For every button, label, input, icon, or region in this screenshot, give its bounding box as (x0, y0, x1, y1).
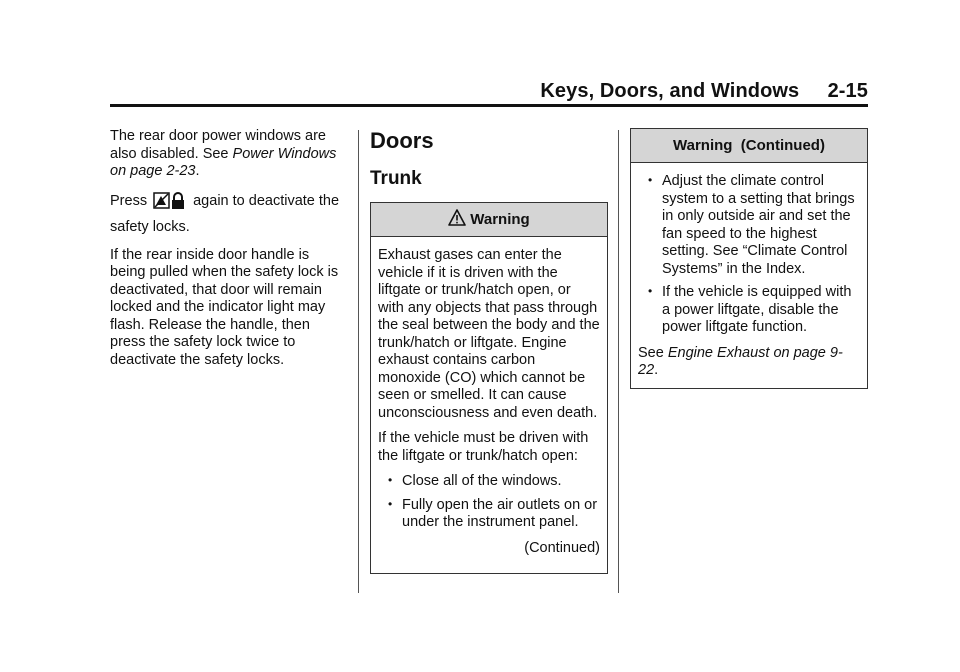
warning-icon (448, 209, 466, 231)
engine-exhaust-link[interactable]: Engine Exhaust on page 9-22 (638, 344, 843, 378)
heading-doors: Doors (370, 128, 434, 153)
list-item: • Close all of the windows. (378, 473, 600, 491)
warning-continued-list (638, 173, 860, 337)
heading-trunk: Trunk (370, 168, 422, 189)
see-reference: See Engine Exhaust on page 9-22. (638, 344, 843, 378)
warning-continued-header (631, 129, 867, 163)
continued-label: (Continued) (524, 539, 600, 556)
column-divider-1 (358, 130, 359, 593)
list-item: • If the vehicle is equipped with a power liftgate, disable the power liftgate function. (638, 284, 860, 337)
power-windows-link[interactable]: Power Windows on page 2-23 (110, 145, 337, 179)
list-item: • Fully open the air outlets on or under the instrument panel. (378, 497, 600, 532)
column-2 (370, 128, 608, 574)
warning-list (378, 473, 600, 532)
page-header-title: Keys, Doors, and Windows 2-15 (540, 80, 868, 102)
warning-continued-title: Warning (Continued) (673, 136, 825, 154)
header-rule (110, 104, 868, 107)
warning-box (370, 202, 608, 574)
column-divider-2 (618, 130, 619, 593)
paragraph-press: Press again to deactivate the safety locks. (110, 192, 340, 235)
warning-header (371, 203, 607, 237)
safety-lock-icon (153, 191, 187, 217)
paragraph-door-handle: If the rear inside door handle is being pulled when the safety lock is deactivated, that door will remain locked and the indicator light may flash. Release the handle, then press the safety lock twice to deactivate the safety locks. (110, 246, 339, 368)
column-3 (630, 128, 868, 389)
warning-paragraph-2: If the vehicle must be driven with the liftgate or trunk/hatch open: (378, 430, 589, 464)
warning-box-continued (630, 128, 868, 389)
paragraph-rear-windows: The rear door power windows are also disabled. See Power Windows on page 2-23. (110, 128, 337, 179)
warning-body (371, 237, 607, 573)
list-item: • Adjust the climate control system to a setting that brings in only outside air and set the fan speed to the highest setting. See “Climate Control Systems” in the Index. (638, 173, 860, 278)
column-1 (110, 128, 346, 379)
warning-paragraph-1: Exhaust gases can enter the vehicle if it is driven with the liftgate or trunk/hatch open, or with any objects that pass through the seal between the body and the trunk/hatch or liftgate. Engine exhaust contains carbon monoxide (CO) which cannot be seen or smelled. It can cause unconsciousness and even death. (378, 247, 600, 421)
warning-title: Warning (470, 210, 530, 228)
warning-continued-body (631, 163, 867, 388)
